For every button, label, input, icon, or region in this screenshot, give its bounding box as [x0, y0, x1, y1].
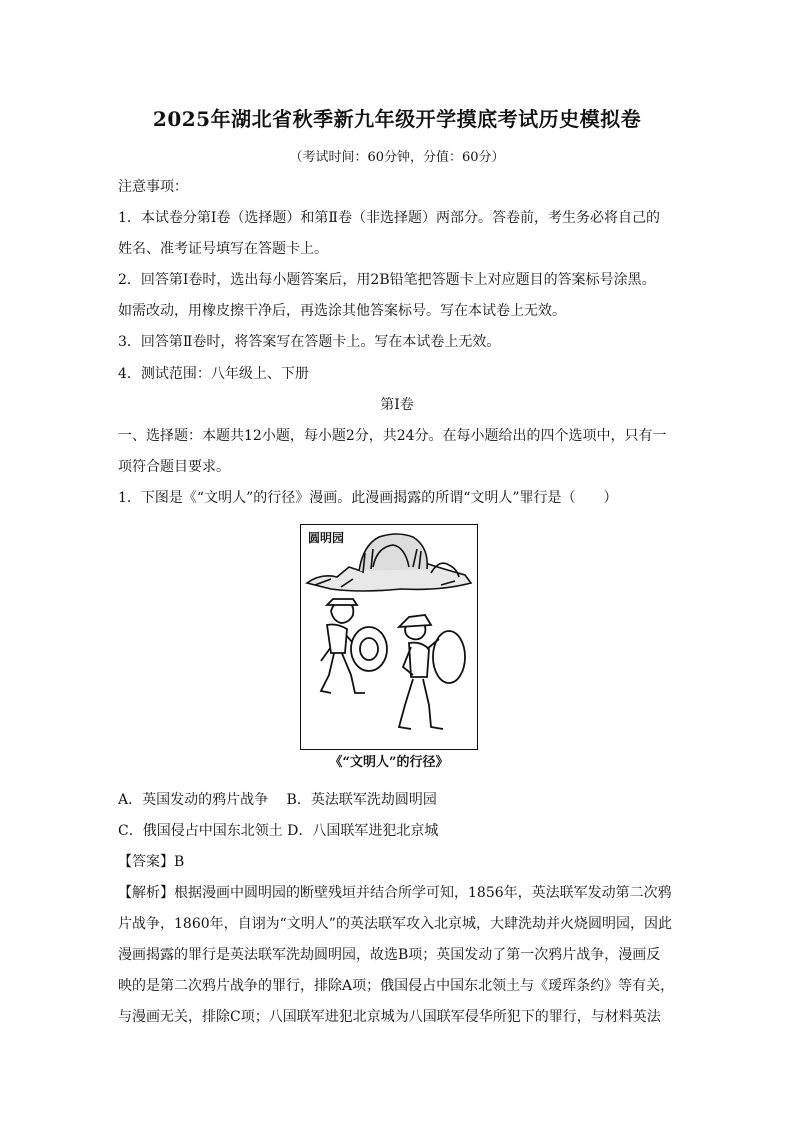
- figure-caption: 《“文明人”的行径》: [329, 755, 449, 770]
- cartoon-figure: [300, 524, 478, 750]
- page-title: 2025年湖北省秋季新九年级开学摸底考试历史模拟卷: [152, 107, 642, 131]
- analysis-line: 与漫画无关，排除C项；八国联军进犯北京城为八国联军侵华所犯下的罪行，与材料英法: [118, 1009, 661, 1025]
- exam-info: （考试时间：60分钟，分值：60分）: [289, 150, 505, 165]
- question-stem: 1．下图是《“文明人”的行径》漫画。此漫画揭露的所谓“文明人”罪行是（ ）: [118, 490, 618, 506]
- notice-line: 1．本试卷分第Ⅰ卷（选择题）和第Ⅱ卷（非选择题）两部分。答卷前，考生务必将自己的: [118, 210, 660, 226]
- analysis-line: 漫画揭露的罪行是英法联军洗劫圆明园，故选B项；英国发动了第一次鸦片战争，漫画反: [118, 947, 661, 963]
- figure-label: 圆明园: [308, 531, 345, 545]
- analysis-line: 片战争，1860年，自诩为“文明人”的英法联军攻入北京城，大肆洗劫并火烧圆明园，因此: [118, 916, 672, 932]
- notice-heading: 注意事项：: [118, 179, 188, 195]
- section-label: 第Ⅰ卷: [380, 397, 414, 413]
- cartoon-drawing: [301, 525, 477, 749]
- analysis-line: 【解析】根据漫画中圆明园的断壁残垣并结合所学可知，1856年，英法联军发动第二次鸦: [118, 885, 672, 901]
- notice-line: 如需改动，用橡皮擦干净后，再选涂其他答案标号。写在本试卷上无效。: [118, 303, 566, 319]
- notice-line: 4．测试范围：八年级上、下册: [118, 366, 309, 382]
- notice-line: 3．回答第Ⅱ卷时，将答案写在答题卡上。写在本试卷上无效。: [118, 334, 501, 350]
- section-intro: 一、选择题：本题共12小题，每小题2分，共24分。在每小题给出的四个选项中，只有一: [118, 428, 667, 444]
- notice-line: 姓名、准考证号填写在答题卡上。: [118, 241, 328, 257]
- answer-line: 【答案】B: [118, 854, 185, 870]
- option-row: A．英国发动的鸦片战争 B．英法联军洗劫圆明园: [118, 792, 437, 808]
- option-row: C．俄国侵占中国东北领土 D．八国联军进犯北京城: [118, 823, 439, 839]
- notice-line: 2．回答第Ⅰ卷时，选出每小题答案后，用2B铅笔把答题卡上对应题目的答案标号涂黑。: [118, 272, 656, 288]
- analysis-line: 映的是第二次鸦片战争的罪行，排除A项；俄国侵占中国东北领土与《瑷珲条约》等有关，: [118, 978, 675, 994]
- section-intro: 项符合题目要求。: [118, 459, 230, 475]
